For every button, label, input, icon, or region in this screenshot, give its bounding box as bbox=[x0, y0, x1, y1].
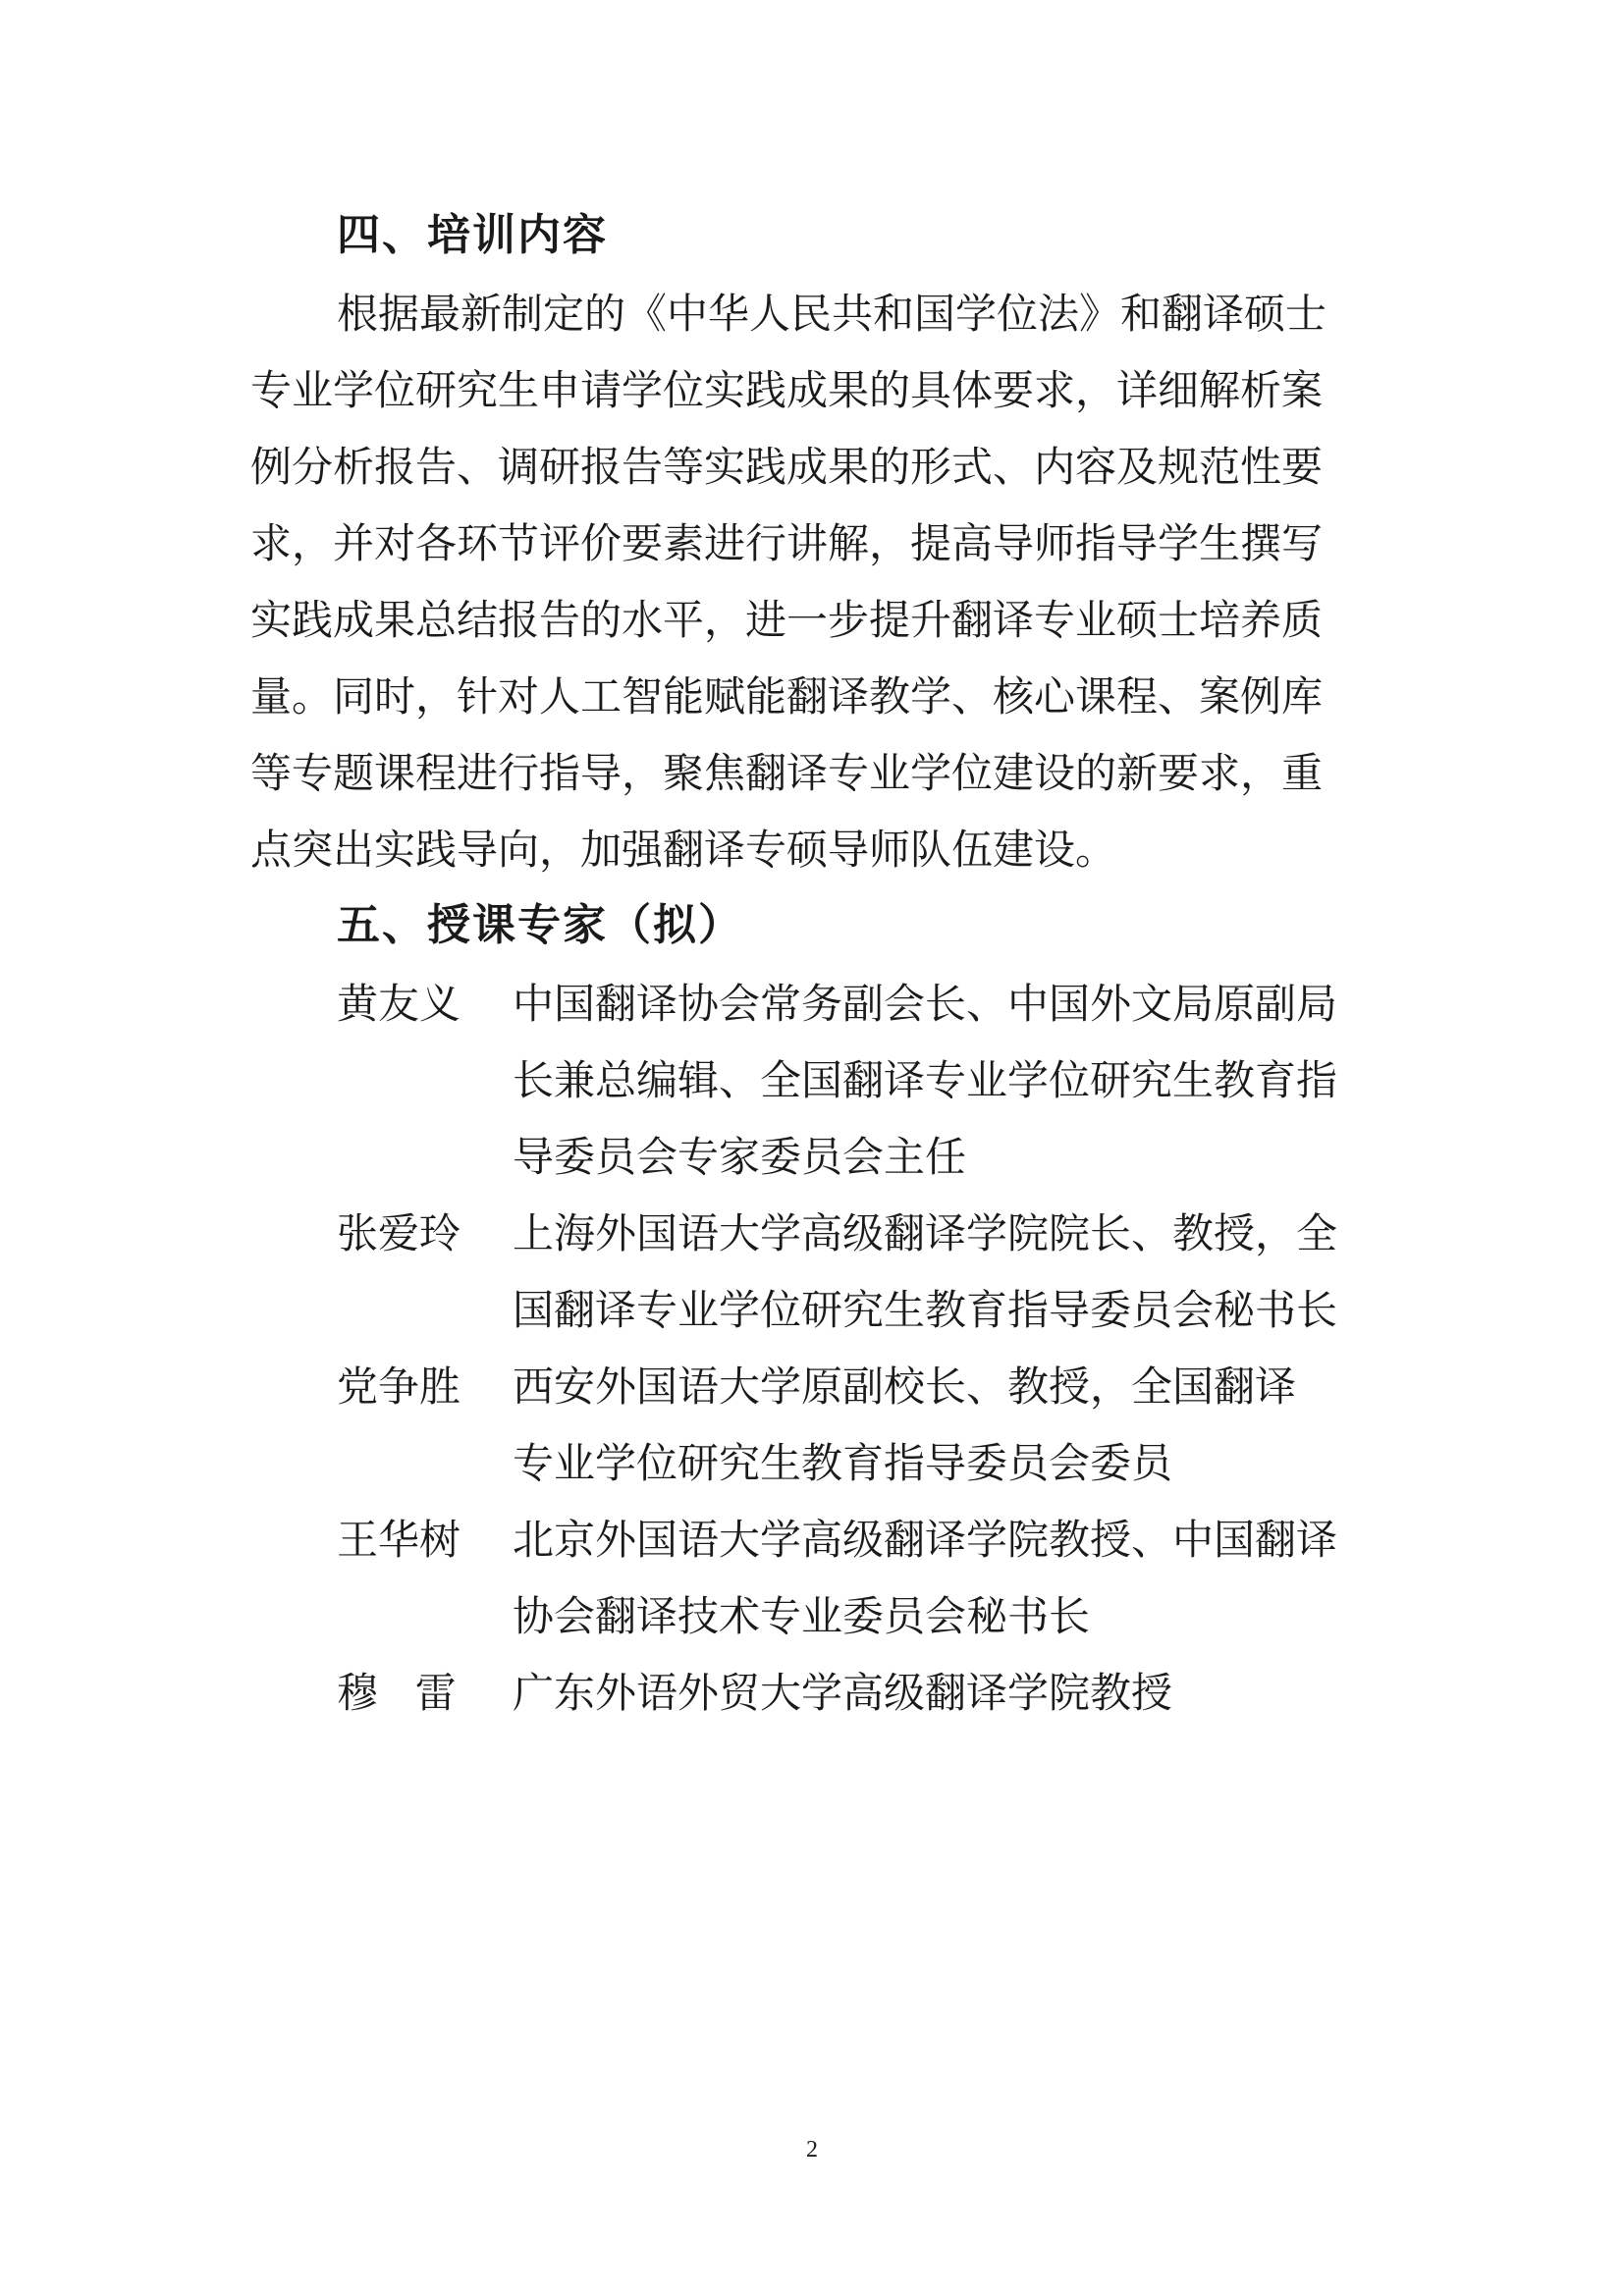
expert-description-line: 西安外国语大学原副校长、教授，全国翻译 bbox=[513, 1362, 1297, 1411]
expert-name: 穆雷 bbox=[337, 1669, 494, 1717]
expert-description-line: 长兼总编辑、全国翻译专业学位研究生教育指 bbox=[513, 1056, 1338, 1104]
section-4-paragraph-line: 例分析报告、调研报告等实践成果的形式、内容及规范性要 bbox=[250, 443, 1324, 491]
section-4-paragraph-line: 求，并对各环节评价要素进行讲解，提高导师指导学生撰写 bbox=[250, 519, 1324, 567]
expert-description-line: 协会翻译技术专业委员会秘书长 bbox=[513, 1592, 1091, 1640]
expert-description-line: 国翻译专业学位研究生教育指导委员会秘书长 bbox=[513, 1286, 1338, 1334]
expert-name: 黄友义 bbox=[337, 980, 461, 1028]
expert-description-line: 中国翻译协会常务副会长、中国外文局原副局 bbox=[513, 980, 1338, 1028]
section-4-heading: 四、培训内容 bbox=[337, 210, 608, 260]
section-4-paragraph-line: 量。同时，针对人工智能赋能翻译教学、核心课程、案例库 bbox=[250, 672, 1324, 721]
expert-description-line: 广东外语外贸大学高级翻译学院教授 bbox=[513, 1669, 1173, 1717]
expert-name: 张爱玲 bbox=[337, 1209, 461, 1257]
expert-name: 党争胜 bbox=[337, 1362, 461, 1411]
section-4-paragraph-line: 实践成果总结报告的水平，进一步提升翻译专业硕士培养质 bbox=[250, 596, 1324, 644]
expert-description-line: 北京外国语大学高级翻译学院教授、中国翻译 bbox=[513, 1516, 1338, 1564]
section-5-heading: 五、授课专家（拟） bbox=[337, 900, 743, 950]
section-4-paragraph-line: 等专题课程进行指导，聚焦翻译专业学位建设的新要求，重 bbox=[250, 749, 1324, 797]
section-4-paragraph-line: 点突出实践导向，加强翻译专硕导师队伍建设。 bbox=[250, 826, 1117, 874]
page-number: 2 bbox=[806, 2137, 818, 2163]
expert-description-line: 导委员会专家委员会主任 bbox=[513, 1133, 967, 1181]
section-4-paragraph-line: 专业学位研究生申请学位实践成果的具体要求，详细解析案 bbox=[250, 366, 1324, 414]
expert-name: 王华树 bbox=[337, 1516, 461, 1564]
expert-description-line: 上海外国语大学高级翻译学院院长、教授，全 bbox=[513, 1209, 1338, 1257]
expert-description-line: 专业学位研究生教育指导委员会委员 bbox=[513, 1439, 1173, 1487]
section-4-paragraph-line: 根据最新制定的《中华人民共和国学位法》和翻译硕士 bbox=[337, 290, 1327, 338]
